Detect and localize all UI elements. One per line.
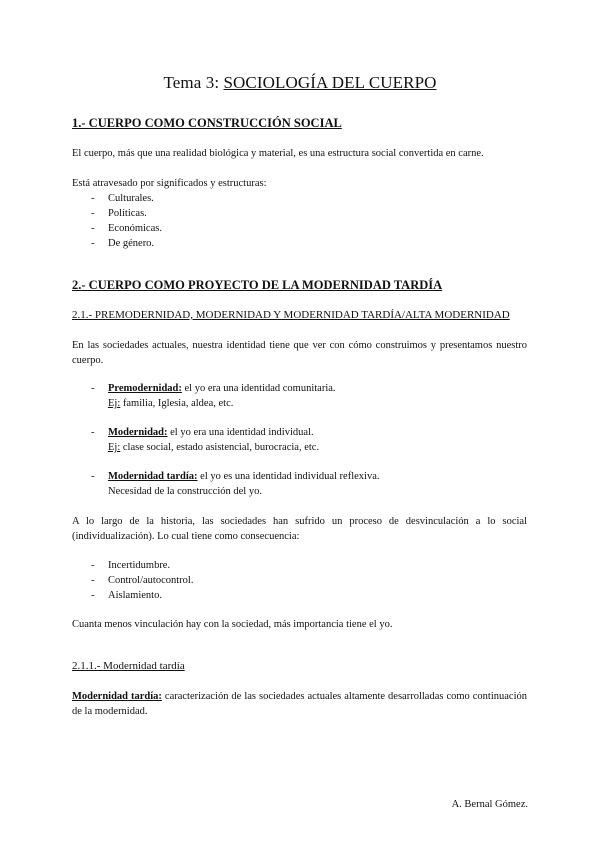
stage-dash: - — [91, 471, 95, 482]
stage-modernidad-example: Ej: clase social, estado asistencial, burocracia, etc. — [108, 442, 320, 453]
section1-para2: Está atravesado por significados y estructuras: — [72, 178, 267, 189]
section2-subsubheading: 2.1.1.- Modernidad tardía — [72, 660, 185, 672]
list-item: - Económicas. — [91, 223, 162, 234]
section1-list — [72, 191, 162, 251]
stage-dash: - — [91, 383, 95, 394]
stage-premodernidad-example: Ej: familia, Iglesia, aldea, etc. — [108, 398, 234, 409]
section2-history: A lo largo de la historia, las sociedades han sufrido un proceso de desvinculación a lo social (individualización). Lo cual tiene como consecuencia: — [72, 516, 527, 542]
section2-conclusion: Cuanta menos vinculación hay con la sociedad, más importancia tiene el yo. — [72, 619, 393, 630]
list-item: - Incertidumbre. — [91, 560, 171, 571]
section2-definition: Modernidad tardía: caracterización de las sociedades actuales altamente desarrolladas como continuación de la modernidad. — [72, 691, 527, 717]
consequences-list — [72, 558, 193, 603]
stage-modernidad-tardia: Modernidad tardía: el yo es una identidad individual reflexiva. — [108, 471, 380, 482]
section1-para1: El cuerpo, más que una realidad biológica y material, es una estructura social convertida en carne. — [72, 148, 484, 159]
section1-heading: 1.- CUERPO COMO CONSTRUCCIÓN SOCIAL — [72, 116, 342, 130]
section2-heading: 2.- CUERPO COMO PROYECTO DE LA MODERNIDAD TARDÍA — [72, 278, 443, 292]
list-item: - De género. — [91, 238, 155, 249]
section2-subheading: 2.1.- PREMODERNIDAD, MODERNIDAD Y MODERNIDAD TARDÍA/ALTA MODERNIDAD — [72, 309, 510, 321]
list-item: - Culturales. — [91, 193, 154, 204]
document-title — [0, 73, 600, 93]
stage-modernidad: Modernidad: el yo era una identidad individual. — [108, 427, 314, 438]
section2-intro: En las sociedades actuales, nuestra identidad tiene que ver con cómo construimos y presentamos nuestro cuerpo. — [72, 340, 527, 366]
stage-premodernidad: Premodernidad: el yo era una identidad comunitaria. — [108, 383, 336, 394]
list-item: - Aislamiento. — [91, 590, 162, 601]
title-prefix: Tema 3: — [163, 73, 220, 92]
stage-dash: - — [91, 427, 95, 438]
list-item: - Control/autocontrol. — [91, 575, 194, 586]
stage-modernidad-tardia-note: Necesidad de la construcción del yo. — [108, 486, 262, 497]
title-main: SOCIOLOGÍA DEL CUERPO — [223, 73, 437, 92]
footer-author: A. Bernal Gómez. — [451, 799, 528, 810]
list-item: - Políticas. — [91, 208, 147, 219]
